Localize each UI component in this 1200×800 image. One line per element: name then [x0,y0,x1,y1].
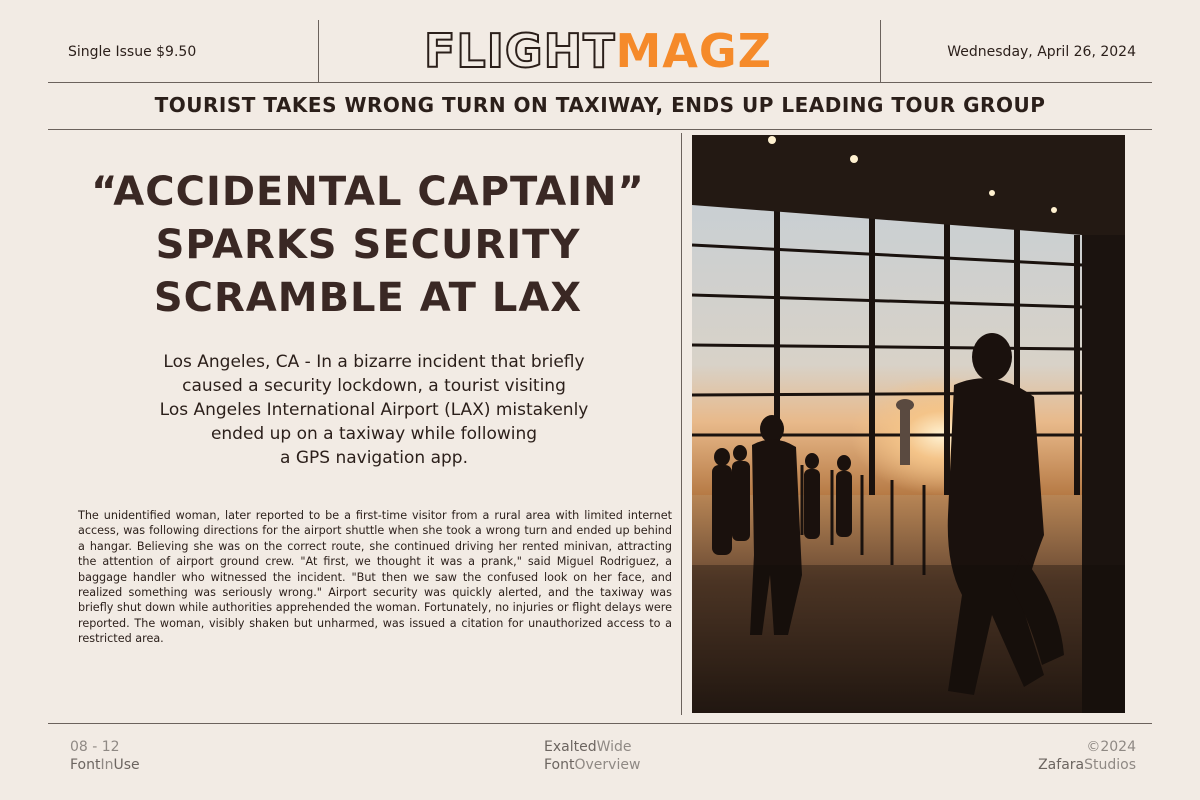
article-lede [74,350,674,470]
lede-line: ended up on a taxiway while following [210,424,538,444]
copyright: ©2024 [1086,739,1136,755]
issue-price: Single Issue $9.50 [68,44,197,60]
masthead-divider-right [880,20,881,82]
column-divider [681,133,682,715]
terminal-photo [692,135,1125,713]
headline-rule [48,129,1152,130]
article-title-line: SCRAMBLE AT LAX [153,275,583,321]
logo-outline-text: FLIGHT [424,24,616,78]
masthead-divider-left [318,20,319,82]
font-overview-label: FontOverview [544,757,641,773]
studio-label: ZafaraStudios [1038,757,1136,773]
footer-right [1038,738,1136,774]
footer-rule [48,723,1152,724]
masthead [48,20,1152,82]
article-title-line: “ACCIDENTAL CAPTAIN” [91,169,645,215]
article-title-line: SPARKS SECURITY [155,222,581,268]
terminal-silhouette-image [692,135,1125,713]
top-headline: TOURIST TAKES WRONG TURN ON TAXIWAY, ENDS UP LEADING TOUR GROUP [154,93,1046,117]
font-name-label: ExaltedWide [544,739,632,755]
footer-left [70,738,140,774]
logo [348,24,848,78]
article-body: The unidentified woman, later reported to be a first-time visitor from a rural area with limited internet access, was following directions for the airport shuttle when she took a wrong turn and ended up behind a hangar. Believing she was on the correct route, she continued driving her rented minivan, attracting the attention of airport ground crew. "At first, we thought it was a prank," said Miguel Rodriguez, a baggage handler who witnessed the incident. "But then we saw the confused look on her face, and realized something was seriously wrong." Airport security was quickly alerted, and the taxiway was briefly shut down while authorities apprehended the woman. Fortunately, no injuries or flight delays were reported. The woman, visibly shaken but unharmed, was issued a citation for unauthorized access to a restricted area. [78,509,672,646]
issue-date: Wednesday, April 26, 2024 [947,44,1136,60]
lede-line: caused a security lockdown, a tourist visiting [182,376,566,396]
page-range: 08 - 12 [70,739,120,755]
lede-line: a GPS navigation app. [280,448,468,468]
lede-line: Los Angeles, CA - In a bizarre incident that briefly [163,352,585,372]
article-title [60,166,676,325]
font-in-use-label: FontInUse [70,757,140,773]
logo-accent-text: MAGZ [615,24,772,78]
lede-line: Los Angeles International Airport (LAX) mistakenly [159,400,589,420]
footer-center [544,738,640,774]
masthead-rule [48,82,1152,83]
